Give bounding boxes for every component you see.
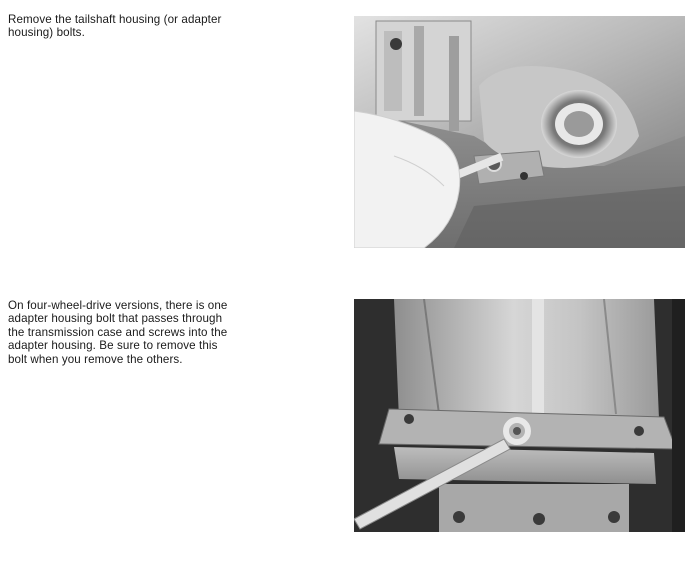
step-2-photo xyxy=(354,299,685,532)
step-1-photo xyxy=(354,16,685,248)
step-1-caption: Remove the tailshaft housing (or adapter housing) bolts. xyxy=(8,13,222,40)
step-2-caption: On four-wheel-drive versions, there is one adapter housing bolt that passes through the transmission case and screws into the adapter housing. Be sure to remove this bolt when you remove the others. xyxy=(8,299,228,366)
